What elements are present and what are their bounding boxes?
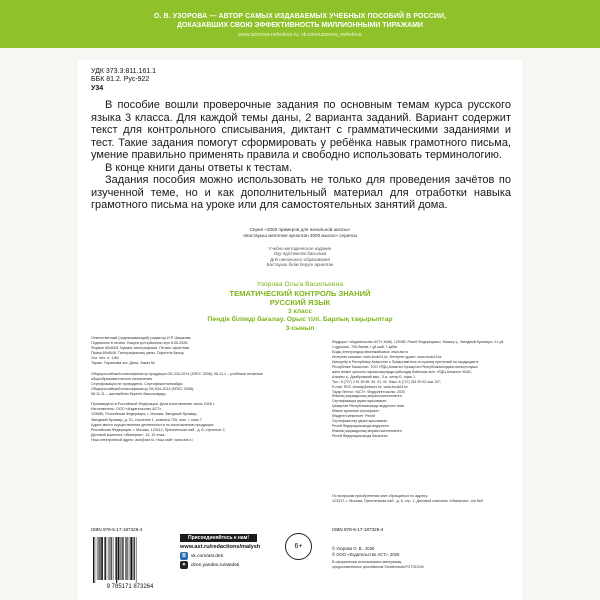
header-line2: ДОКАЗАВШИХ СВОЮ ЭФФЕКТИВНОСТЬ МИЛЛИОННЫМИ ТИРАЖАМИ — [177, 22, 423, 29]
imprint-line: общеобразовательного назначения — [91, 376, 152, 381]
imprint-line: Ресей Федерациясында басылған — [332, 434, 388, 439]
vk-icon: B — [180, 552, 188, 560]
header-line1: О. В. УЗОРОВА — АВТОР САМЫХ ИЗДАВАЕМЫХ УЧЕБНЫХ ПОСОБИЙ В РОССИИ, — [153, 13, 447, 20]
isbn-right: ISBN 978-5-17-187326-4 — [332, 527, 384, 532]
isbn-left: ISBN 978-5-17-187326-4 — [91, 527, 143, 532]
imprint-line: Ресей Федерациясында өндірілген — [332, 424, 389, 429]
author-sign-code: У34 — [91, 84, 104, 92]
meta-line: Оқу-әдістемелік басылым — [273, 251, 327, 257]
age-rating-badge: 6+ — [285, 533, 312, 560]
imprint-line: Формат 60х84/8. Бумага типографская. Печать офсетная. — [91, 346, 191, 351]
meta-line: Учебно-методическое издание — [268, 246, 332, 251]
series-block — [0, 227, 600, 238]
kazakh-grade: 3-сынып — [285, 325, 315, 332]
photo-credit — [332, 560, 424, 570]
inquiry-line: По вопросам приобретения книг обращаться по адресу: — [332, 494, 429, 498]
imprint-line: Произведено в Российской Федерации. Дата изготовления: июль 2026 г. — [91, 402, 215, 407]
imprint-line: Өндірген мемлекет: Ресей — [332, 414, 375, 419]
series-line: Серия «3000 примеров для начальной школы» — [249, 227, 351, 232]
description-paragraph: В конце книги даны ответы к тестам. — [105, 161, 293, 174]
bbk-code: ББК 81.2. Рус-922 — [91, 76, 150, 84]
imprint-right — [332, 340, 518, 439]
imprint-line: Общероссийский классификатор ОК-034-2014 (КПЕС 2008); — [91, 386, 195, 391]
imprint-line: Адрес места осуществления деятельности по изготовлению продукции: — [91, 422, 215, 427]
imprint-line: Тираж. Тарапыма экз. Дана. Заказ № — [91, 361, 155, 366]
imprint-line: Деловой комплекс «Империя», 14, 15 этаж — [91, 432, 165, 437]
imprint-line: Республике Казахстан: ТОО «РДЦ Алматы» Қазақстан Республикасындағы импорттаушы — [332, 364, 478, 369]
imprint-line: Интернет-магазин: www.book24.kz, Интернет-дүкен: www.book24.kz — [332, 354, 442, 359]
imprint-line: Өнімге арналған сертификат — [332, 409, 379, 414]
book-subject: РУССКИЙ ЯЗЫК — [269, 298, 331, 307]
social-vk[interactable] — [180, 552, 280, 560]
social-dzen[interactable] — [180, 561, 280, 569]
series-line: «Бастауыш мектепке арналған 3000 мысал» сериясы — [242, 232, 358, 238]
kazakh-title: Пәндік білімді бағалау. Орыс тілі. Барлық тақырыптар — [207, 316, 393, 323]
imprint-line: Сертификация қарастырылмаған — [332, 399, 387, 404]
imprint-line: Тел.: 8 (727) 2 51 59 89, 90, 91, 92. Факс: 8 (727) 251 59 92 ішкі 107; — [332, 379, 441, 384]
imprint-line: Изготовитель: ООО «Издательство АСТ», — [91, 407, 163, 412]
description-paragraph: Задания пособия можно использовать не только для проведения зачётов по изученной теме, но и как дополнительный материал для отработки навыка грамотного письма на уроке или для самостоятельных занятий дома. — [91, 174, 511, 211]
barcode — [89, 534, 171, 590]
imprint-line: Звездный бульвар, д. 21, строение 1, комната 705, пом. I, этаж 7 — [91, 417, 202, 422]
imprint-line: Өндіруші: «Издательство АСТ» ЖШҚ, 129085, Ресей Федерациясы, Мәскеу қ., Звездный бульвары, 21-үй, — [332, 340, 505, 344]
vk-link[interactable]: vk.com/ast.deti — [191, 553, 223, 559]
imprint-line: 58.11.11 – жалпыбілім беретін басылымдар. — [91, 392, 167, 397]
imprint-line: 1-құрылыс, 705-бөлме, I-ұй-жай, 7-қабат — [332, 344, 398, 349]
udk-code: УДК 373.3:811.161.1 — [91, 68, 156, 75]
meta-line: Для начального образования — [270, 256, 330, 262]
imprint-line: Сертификация не проводится. Сертификатталмайды — [91, 381, 183, 386]
imprint-line: Тауар белгісі: «АСТ». Өндірілген жылы: 2026 — [332, 389, 405, 394]
book-title: ТЕМАТИЧЕСКИЙ КОНТРОЛЬ ЗНАНИЙ — [229, 289, 371, 298]
imprint-line: Усл. печ. л. 1,86. — [91, 356, 120, 361]
imprint-line: Ответственный (подписывающий) редактор И.Р. Шашкова — [91, 336, 191, 340]
imprint-line: Импортёр в Республику Казахстан и Представитель по приему претензий на продукцию в — [332, 359, 479, 364]
imprint-line: Өнімнің жарамдылық мерзімі шектелмеген. — [332, 394, 403, 399]
imprint-line: Алматы қ., Домбровский көш., 3-а, литер Б, офис 1. — [332, 374, 417, 379]
header-band — [0, 0, 600, 48]
photo-credit-line: предоставленные фотобанком Shutterstock/FOTODOM — [332, 565, 424, 569]
purchase-inquiries — [332, 494, 518, 504]
imprint-line: Қазақстан Республикасында өндірілген өнім — [332, 404, 404, 409]
imprint-line: E-mail: RDC-Almaty@eksmo.kz, www.book24.kz — [332, 384, 408, 389]
imprint-line: Сертификаттау қарастырылмаған — [332, 419, 388, 424]
imprint-line: 129085, Российская Федерация, г. Москва, Звездный бульвар, — [91, 412, 198, 417]
imprint-line: Российская Федерация, г. Москва, 123112, Пресненская наб., д. 6, строение 2, — [91, 427, 226, 432]
copyright-block — [332, 546, 399, 558]
publisher-url[interactable]: www.ast.ru/redactions/malysh — [180, 544, 261, 550]
join-us-banner: Присоединяйтесь к нам! — [180, 534, 257, 542]
imprint-line: Біздің электрондық мекенжайымыз: www.ast.ru — [332, 349, 409, 354]
inquiry-line: 123317, г. Москва, Пресненская наб., д. 6, стр. 2, Деловой комплекс «Империя», а/я №5 — [332, 499, 483, 503]
imprint-line: Общероссийский классификатор продукции ОК-034-2014 (КПЕС 2008); 58.11.1 – учебники печатные — [91, 371, 264, 376]
meta-line: Бастауыш білім беруге арналған — [266, 262, 334, 268]
copyright-line: © Узорова О. В., 2026 — [332, 546, 375, 551]
copyright-line: © ООО «Издательство АСТ», 2026 — [332, 551, 400, 557]
publication-type-block — [0, 246, 600, 268]
imprint-line: Наш электронный адрес: asd@ast.ru. Наш сайт: www.ast.ru — [91, 437, 193, 442]
classification-block — [91, 68, 156, 93]
dzen-link[interactable]: dzen.yandex.ru/astdeti — [191, 562, 240, 568]
imprint-line: және өнімге қатысты наразылықтарды қабылдау бойынша өкіл: «РДЦ-Алматы» ЖШС, — [332, 369, 473, 374]
author-name: Узорова Ольга Васильевна — [256, 281, 344, 288]
imprint-line: Пішімі 60х84/8. Типографиялық қағаз. Офсеттік басыу. — [91, 351, 185, 356]
description-paragraph: В пособие вошли проверочные задания по основным темам курса русского языка 3 класса. Для каждой темы даны, 2 варианта заданий. Вариант содержит текст для контрольного списывания, диктант с грамматическими заданиями и тест. Такие задания помогут сформировать у ребёнка навык грамотного письма, умение правильно применять правила и свободно использовать терминологию. — [91, 99, 511, 161]
imprint-left — [91, 336, 309, 443]
header-url: www.uzorova-nefedova.ru, vk.com/uzorova_nefedova — [238, 32, 362, 38]
book-grade: 3 класс — [287, 308, 313, 315]
barcode-number: 9 785171 873264 — [106, 584, 154, 590]
imprint-line: Өнімнің жарамдылық мерзімі шектелмеген — [332, 429, 402, 434]
photo-credit-line: В оформлении использованы материалы, — [332, 560, 403, 564]
dzen-icon: ✦ — [181, 562, 187, 568]
description-text — [91, 99, 511, 212]
imprint-line: Подписано в печать. Басуға қол қойылған күні 8.06.2026. — [91, 341, 189, 346]
